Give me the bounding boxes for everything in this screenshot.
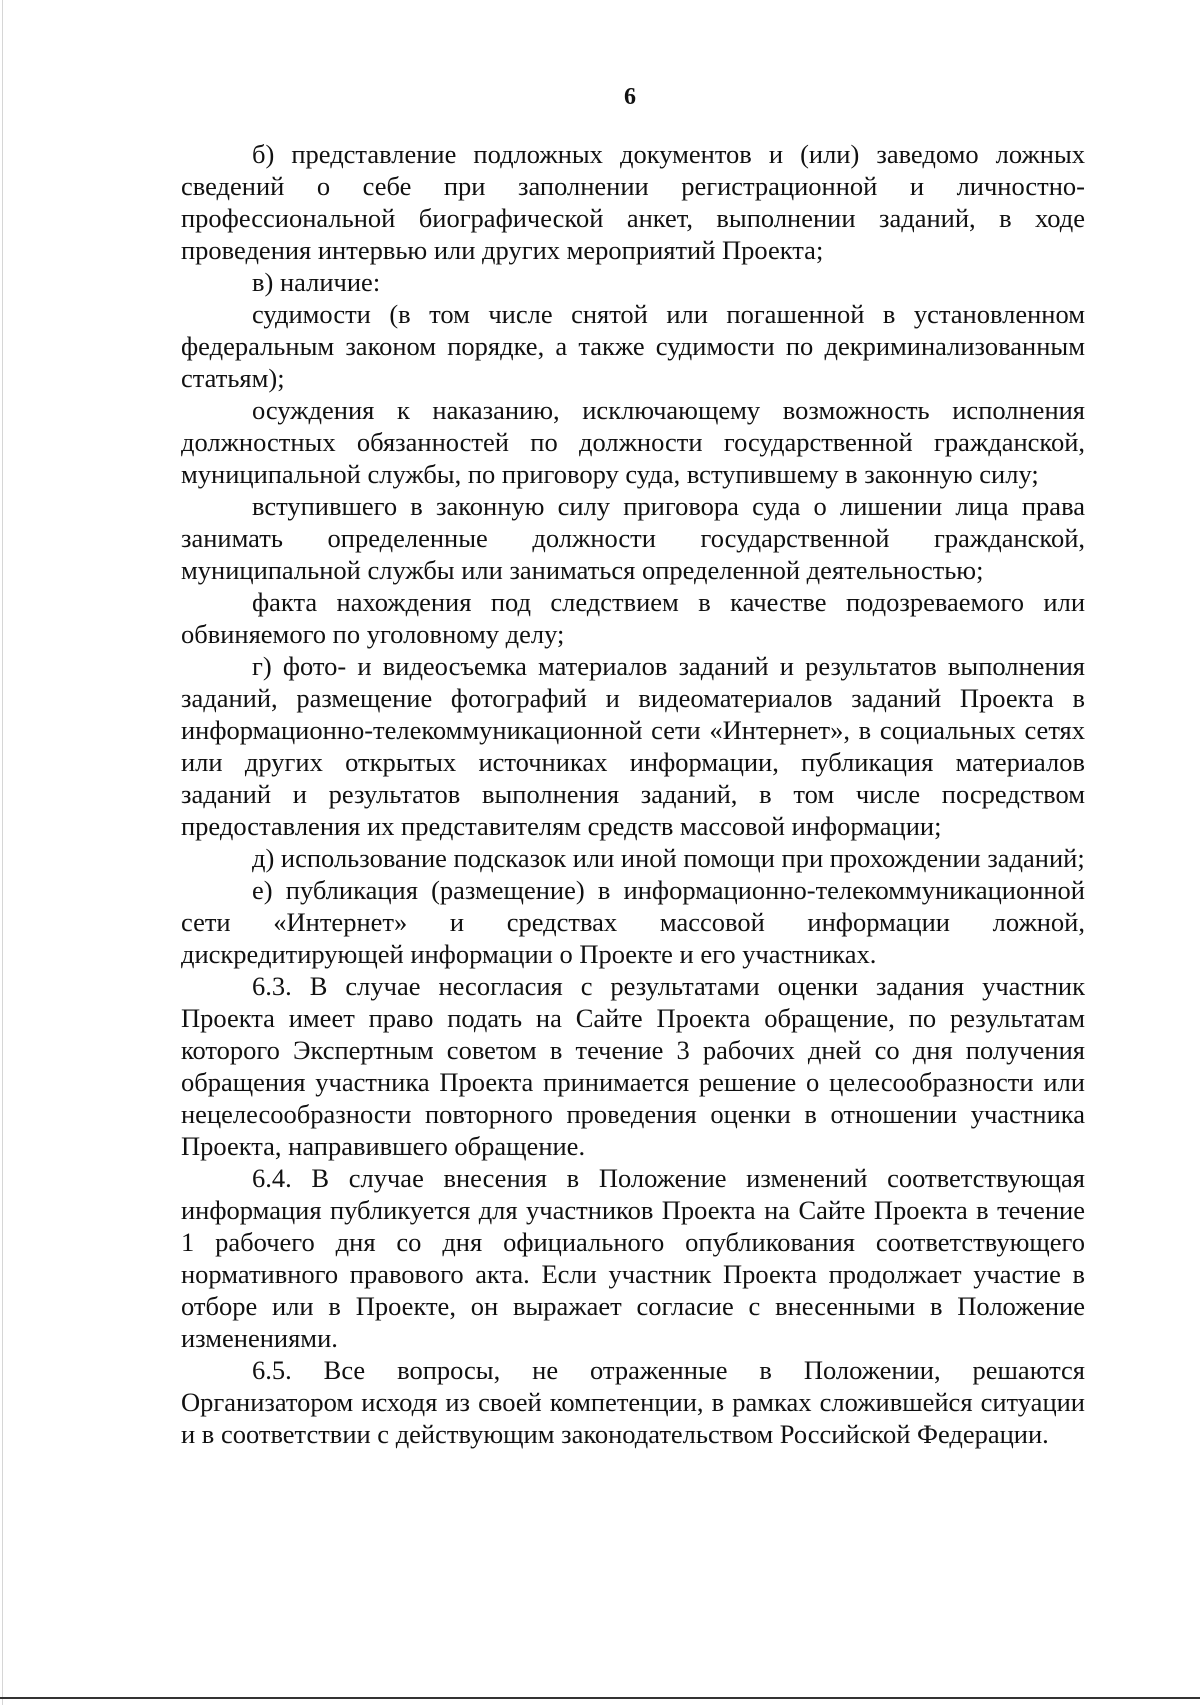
scan-edge-left [2, 0, 3, 1705]
paragraph-court-sentence: вступившего в законную силу приговора суда о лишении лица права занимать определенные должности государственной гражданской, муниципальной службы или заниматься определенной деятельностью; [181, 491, 1085, 585]
scan-edge-bottom [0, 1697, 1200, 1699]
paragraph-b-false-documents: б) представление подложных документов и (или) заведомо ложных сведений о себе при заполнении регистрационной и личностно-профессиональной биографической анкет, выполнении заданий, в ходе проведения интервью или других мероприятий Проекта; [181, 139, 1085, 265]
paragraph-conviction: осуждения к наказанию, исключающему возможность исполнения должностных обязанностей по должности государственной гражданской, муниципальной службы, по приговору суда, вступившему в законную силу; [181, 395, 1085, 489]
paragraph-v-presence: в) наличие: [252, 267, 381, 297]
page-number: 6 [624, 84, 636, 110]
paragraph-d-hints: д) использование подсказок или иной помощи при прохождении заданий; [252, 843, 1085, 873]
paragraph-e-publication: е) публикация (размещение) в информационно-телекоммуникационной сети «Интернет» и средствах массовой информации ложной, дискредитирующей информации о Проекте и его участниках. [181, 875, 1085, 969]
document-body [181, 138, 1085, 1450]
paragraph-g-photo-video: г) фото- и видеосъемка материалов заданий и результатов выполнения заданий, размещение фотографий и видеоматериалов заданий Проекта в информационно-телекоммуникационной сети «Интернет», в социальных сетях или других открытых источниках информации, публикация материалов заданий и результатов выполнения заданий, в том числе посредством предоставления их представителям средств массовой информации; [181, 651, 1085, 841]
paragraph-investigation: факта нахождения под следствием в качестве подозреваемого или обвиняемого по уголовному делу; [181, 587, 1085, 649]
paragraph-criminal-record: судимости (в том числе снятой или погашенной в установленном федеральным законом порядке, а также судимости по декриминализованным статьям); [181, 299, 1085, 393]
paragraph-6-5: 6.5. Все вопросы, не отраженные в Положении, решаются Организатором исходя из своей компетенции, в рамках сложившейся ситуации и в соответствии с действующим законодательством Российской Федерации. [181, 1355, 1085, 1449]
paragraph-6-3: 6.3. В случае несогласия с результатами оценки задания участник Проекта имеет право подать на Сайте Проекта обращение, по результатам которого Экспертным советом в течение 3 рабочих дней со дня получения обращения участника Проекта принимается решение о целесообразности или нецелесообразности повторного проведения оценки в отношении участника Проекта, направившего обращение. [181, 971, 1085, 1161]
paragraph-6-4: 6.4. В случае внесения в Положение изменений соответствующая информация публикуется для участников Проекта на Сайте Проекта в течение 1 рабочего дня со дня официального опубликования соответствующего нормативного правового акта. Если участник Проекта продолжает участие в отборе или в Проекте, он выражает согласие с внесенными в Положение изменениями. [181, 1163, 1085, 1353]
